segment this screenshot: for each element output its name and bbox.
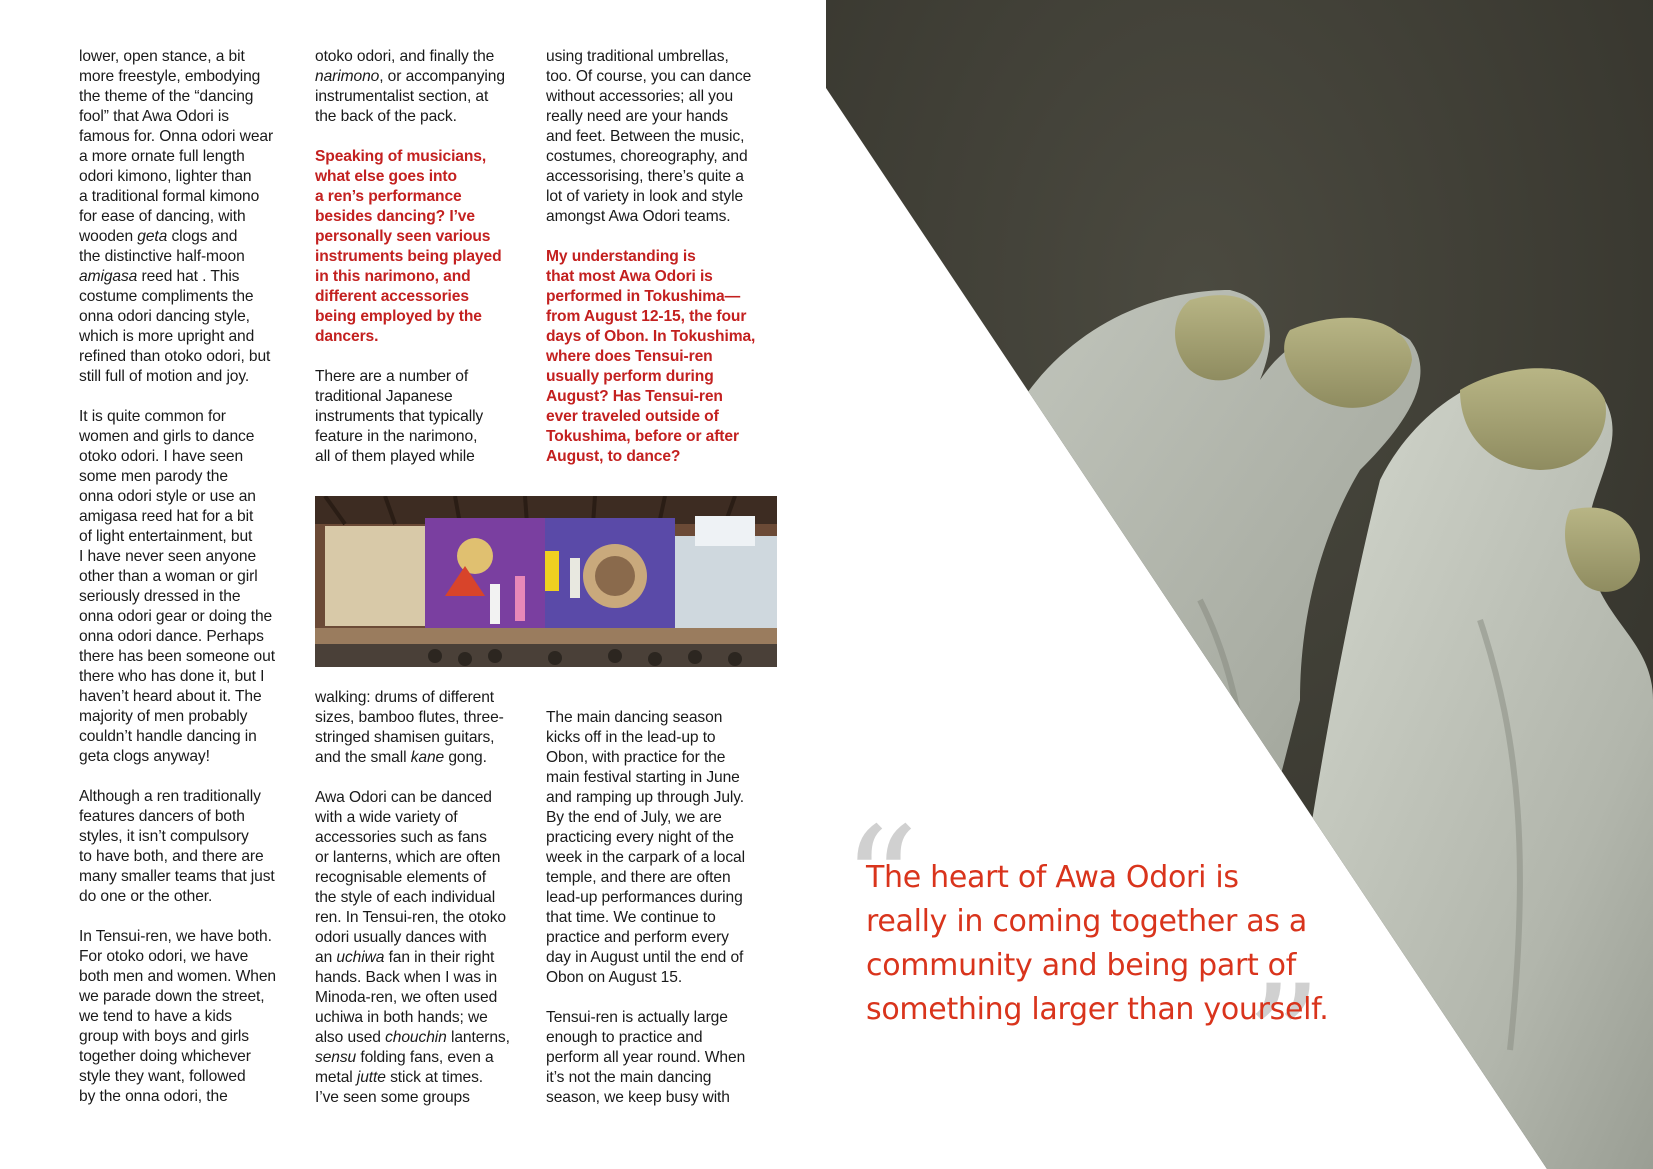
text-line: ren. In Tensui-ren, the otoko: [315, 909, 506, 926]
text-line: onna odori dancing style,: [79, 308, 250, 325]
text-line: Awa Odori can be danced: [315, 789, 492, 806]
text-line: lead-up performances during: [546, 889, 743, 906]
col3-paragraph-1: [546, 47, 776, 227]
italic-term: kane: [410, 749, 445, 766]
col1-paragraph-2: [79, 407, 299, 767]
text-line: Minoda-ren, we often used: [315, 989, 498, 1006]
text-line: lower, open stance, a bit: [79, 48, 245, 65]
text-line: using traditional umbrellas,: [546, 48, 729, 65]
interview-question-1: [315, 147, 535, 347]
text-line: that time. We continue to: [546, 909, 716, 926]
text-line: It is quite common for: [79, 408, 226, 425]
text-line: onna odori dance. Perhaps: [79, 628, 264, 645]
text-line: or lanterns, which are often: [315, 849, 501, 866]
text-segment: lanterns,: [446, 1029, 510, 1046]
text-line: recognisable elements of: [315, 869, 486, 886]
text-segment: folding fans, even a: [356, 1049, 494, 1066]
pull-quote-line: community and being part of: [866, 948, 1296, 983]
italic-term: jutte: [356, 1069, 386, 1086]
body-column-2-top: [315, 47, 535, 487]
col1-paragraph-3: [79, 787, 299, 907]
text-line: I’ve seen some groups: [315, 1089, 470, 1106]
text-line: being employed by the: [315, 308, 482, 325]
text-line: a ren’s performance: [315, 188, 462, 205]
text-line: a more ornate full length: [79, 148, 245, 165]
text-line: costumes, choreography, and: [546, 148, 748, 165]
text-segment: , or accompanying: [379, 68, 505, 85]
text-line: usually perform during: [546, 368, 714, 385]
italic-term: sensu: [315, 1049, 357, 1066]
text-line: season, we keep busy with: [546, 1089, 730, 1106]
text-line: stringed shamisen guitars,: [315, 729, 495, 746]
text-line: August, to dance?: [546, 448, 681, 465]
text-line: without accessories; all you: [546, 88, 734, 105]
col1-paragraph-4: [79, 927, 299, 1107]
text-line: costume compliments the: [79, 288, 254, 305]
text-line: seriously dressed in the: [79, 588, 241, 605]
col3-bottom-paragraph-2: [546, 1008, 776, 1108]
italic-term: narimono: [315, 68, 380, 85]
text-segment: and the small: [315, 749, 411, 766]
text-line: odori usually dances with: [315, 929, 487, 946]
text-line: main festival starting in June: [546, 769, 740, 786]
interview-question-2: [546, 247, 776, 467]
text-line: accessories such as fans: [315, 829, 487, 846]
text-line: we tend to have a kids: [79, 1008, 232, 1025]
text-segment: fan in their right: [384, 949, 495, 966]
pull-quote-line: something larger than yourself.: [866, 992, 1329, 1027]
text-line: couldn’t handle dancing in: [79, 728, 257, 745]
text-segment: gong.: [444, 749, 487, 766]
italic-term: amigasa: [79, 268, 138, 285]
text-line: amigasa reed hat for a bit: [79, 508, 254, 525]
text-line: practicing every night of the: [546, 829, 734, 846]
open-quote-mark: “: [842, 796, 919, 970]
col2-paragraph-2: [315, 367, 535, 467]
text-line: majority of men probably: [79, 708, 248, 725]
text-line: to have both, and there are: [79, 848, 264, 865]
text-line: Tokushima, before or after: [546, 428, 739, 445]
text-segment: reed hat . This: [137, 268, 240, 285]
text-line: more freestyle, embodying: [79, 68, 261, 85]
text-line: uchiwa in both hands; we: [315, 1009, 488, 1026]
text-line: In Tensui-ren, we have both.: [79, 928, 272, 945]
text-line: other than a woman or girl: [79, 568, 258, 585]
body-column-2-bottom: [315, 688, 535, 1128]
text-line: what else goes into: [315, 168, 457, 185]
text-line: hands. Back when I was in: [315, 969, 498, 986]
col2-paragraph-1: [315, 47, 535, 127]
text-line: where does Tensui-ren: [546, 348, 713, 365]
col2-bottom-paragraph-1: [315, 688, 535, 768]
close-quote-mark: ”: [1245, 954, 1322, 1128]
text-line: sizes, bamboo flutes, three-: [315, 709, 504, 726]
text-line: haven’t heard about it. The: [79, 688, 262, 705]
text-line: odori kimono, lighter than: [79, 168, 252, 185]
text-segment: also used: [315, 1029, 386, 1046]
text-line: feature in the narimono,: [315, 428, 478, 445]
text-line: too. Of course, you can dance: [546, 68, 752, 85]
text-line: group with boys and girls: [79, 1028, 249, 1045]
text-line: the back of the pack.: [315, 108, 457, 125]
text-line: a traditional formal kimono: [79, 188, 260, 205]
text-line: all of them played while: [315, 448, 475, 465]
text-line: really need are your hands: [546, 108, 729, 125]
text-line: Although a ren traditionally: [79, 788, 261, 805]
text-line: we parade down the street,: [79, 988, 265, 1005]
text-line: which is more upright and: [79, 328, 255, 345]
text-line: there who has done it, but I: [79, 668, 265, 685]
pull-quote-line: The heart of Awa Odori is: [866, 860, 1239, 895]
text-line: days of Obon. In Tokushima,: [546, 328, 756, 345]
text-line: and ramping up through July.: [546, 789, 745, 806]
text-line: walking: drums of different: [315, 689, 495, 706]
text-line: There are a number of: [315, 368, 469, 385]
pull-quote-line: really in coming together as a: [866, 904, 1308, 939]
body-column-3-bottom: [546, 708, 776, 1128]
text-segment: clogs and: [167, 228, 238, 245]
text-line: features dancers of both: [79, 808, 245, 825]
text-line: otoko odori. I have seen: [79, 448, 244, 465]
pull-quote: [866, 856, 1366, 1032]
text-line: My understanding is: [546, 248, 696, 265]
text-line: The main dancing season: [546, 709, 723, 726]
col3-bottom-paragraph-1: [546, 708, 776, 988]
text-line: fool” that Awa Odori is: [79, 108, 229, 125]
text-segment: an: [315, 949, 337, 966]
text-line: ever traveled outside of: [546, 408, 719, 425]
body-column-3-top: [546, 47, 776, 487]
text-line: refined than otoko odori, but: [79, 348, 271, 365]
body-column-1: [79, 47, 299, 1127]
text-line: with a wide variety of: [315, 809, 458, 826]
text-line: together doing whichever: [79, 1048, 251, 1065]
text-line: onna odori style or use an: [79, 488, 256, 505]
text-line: besides dancing? I’ve: [315, 208, 475, 225]
text-line: for ease of dancing, with: [79, 208, 246, 225]
text-line: traditional Japanese: [315, 388, 453, 405]
text-line: August? Has Tensui-ren: [546, 388, 723, 405]
text-line: still full of motion and joy.: [79, 368, 250, 385]
text-line: I have never seen anyone: [79, 548, 257, 565]
text-line: do one or the other.: [79, 888, 213, 905]
text-line: by the onna odori, the: [79, 1088, 228, 1105]
text-line: personally seen various: [315, 228, 491, 245]
text-line: the distinctive half-moon: [79, 248, 245, 265]
text-line: instruments being played: [315, 248, 502, 265]
italic-term: chouchin: [385, 1029, 447, 1046]
text-line: Obon on August 15.: [546, 969, 683, 986]
text-line: some men parody the: [79, 468, 228, 485]
text-line: temple, and there are often: [546, 869, 731, 886]
text-line: geta clogs anyway!: [79, 748, 210, 765]
text-line: week in the carpark of a local: [546, 849, 745, 866]
text-line: in this narimono, and: [315, 268, 471, 285]
text-line: Speaking of musicians,: [315, 148, 487, 165]
text-line: styles, it isn’t compulsory: [79, 828, 249, 845]
text-line: By the end of July, we are: [546, 809, 722, 826]
text-line: practice and perform every: [546, 929, 729, 946]
performance-photo: [315, 496, 777, 667]
text-line: instrumentalist section, at: [315, 88, 489, 105]
italic-term: geta: [137, 228, 168, 245]
text-line: perform all year round. When: [546, 1049, 746, 1066]
text-line: For otoko odori, we have: [79, 948, 249, 965]
text-line: Obon, with practice for the: [546, 749, 726, 766]
text-line: it’s not the main dancing: [546, 1069, 712, 1086]
text-line: kicks off in the lead-up to: [546, 729, 716, 746]
text-line: accessorising, there’s quite a: [546, 168, 744, 185]
text-segment: stick at times.: [385, 1069, 484, 1086]
text-line: instruments that typically: [315, 408, 484, 425]
text-line: dancers.: [315, 328, 379, 345]
text-line: style they want, followed: [79, 1068, 246, 1085]
text-segment: metal: [315, 1069, 357, 1086]
italic-term: uchiwa: [336, 949, 385, 966]
col2-bottom-paragraph-2: [315, 788, 535, 1108]
text-line: day in August until the end of: [546, 949, 744, 966]
text-line: lot of variety in look and style: [546, 188, 744, 205]
col1-paragraph-1: [79, 47, 299, 387]
text-line: famous for. Onna odori wear: [79, 128, 274, 145]
text-line: enough to practice and: [546, 1029, 703, 1046]
text-line: many smaller teams that just: [79, 868, 275, 885]
text-line: the style of each individual: [315, 889, 496, 906]
text-line: different accessories: [315, 288, 469, 305]
text-line: women and girls to dance: [79, 428, 255, 445]
text-line: of light entertainment, but: [79, 528, 253, 545]
text-line: there has been someone out: [79, 648, 275, 665]
text-line: otoko odori, and finally the: [315, 48, 495, 65]
text-segment: wooden: [79, 228, 138, 245]
text-line: performed in Tokushima—: [546, 288, 741, 305]
text-line: amongst Awa Odori teams.: [546, 208, 731, 225]
text-line: that most Awa Odori is: [546, 268, 713, 285]
text-line: from August 12-15, the four: [546, 308, 747, 325]
text-line: Tensui-ren is actually large: [546, 1009, 728, 1026]
text-line: onna odori gear or doing the: [79, 608, 273, 625]
text-line: both men and women. When: [79, 968, 276, 985]
text-line: the theme of the “dancing: [79, 88, 254, 105]
text-line: and feet. Between the music,: [546, 128, 745, 145]
